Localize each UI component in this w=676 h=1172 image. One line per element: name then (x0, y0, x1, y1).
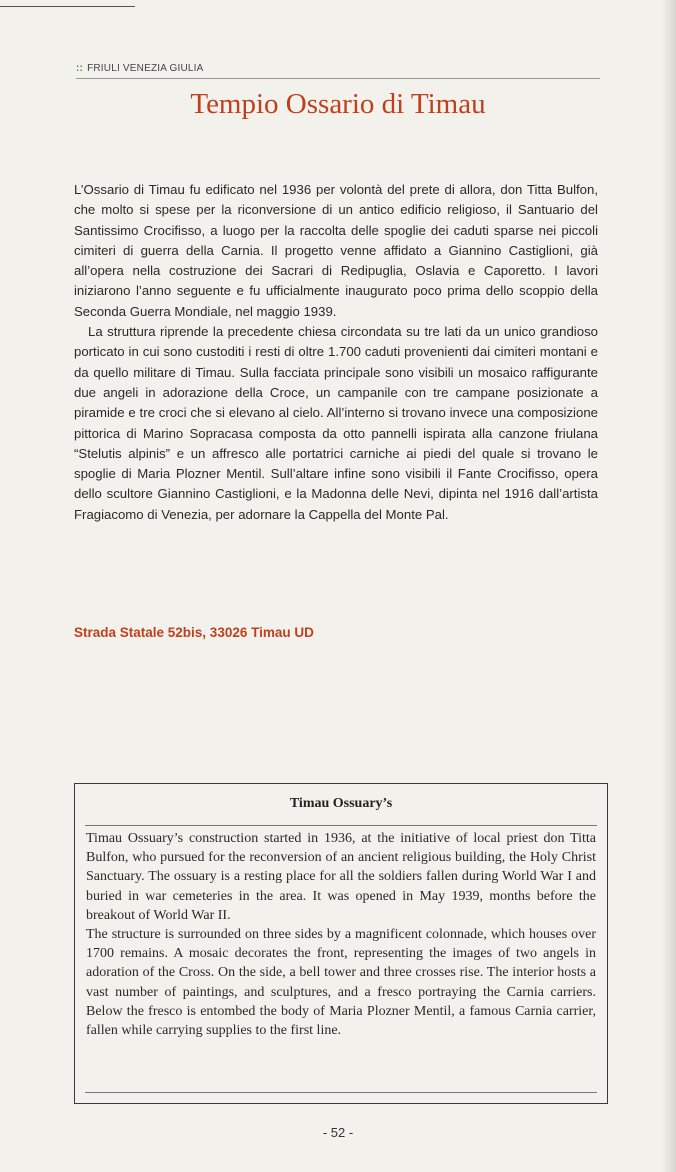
english-paragraph-2: The structure is surrounded on three sides by a magnificent colonnade, which houses over 1700 remains. A mosaic decorates the front, representing the images of two angels in adoration of the Cross. On the side, a bell tower and three crosses rise. The interior hosts a vast number of paintings, and sculptures, and a fresco portraying the Carnia carriers. Below the fresco is entombed the body of Maria Plozner Mentil, a famous Carnia carrier, fallen while carrying supplies to the first line. (86, 927, 596, 1039)
english-summary-box (74, 783, 608, 1104)
english-box-title: Timau Ossuary’s (289, 796, 393, 811)
english-box-text (86, 829, 596, 1040)
english-box-bottom-divider (85, 1092, 597, 1093)
address-line: Strada Statale 52bis, 33026 Timau UD (74, 625, 314, 640)
article-paragraph-2: La struttura riprende la precedente chiesa circondata su tre lati da un unico grandioso porticato in cui sono custoditi i resti di oltre 1.700 caduti provenienti dai cimiteri montani e da quello militare di Timau. Sulla facciata principale sono visibili un mosaico raffigurante due angeli in adorazione della Croce, un campanile con tre campane posizionate a piramide e tre croci che si elevano al cielo. All’interno si trovano invece una composizione pittorica di Marino Sopracasa composta da otto pannelli ispirata alla canzone friulana “Stelutis alpinis” e un affresco alle portatrici carniche ai piedi del quale si trovano le spoglie di Maria Plozner Mentil. Sull’altare infine sono visibili il Fante Crocifisso, opera dello scultore Giannino Castiglioni, e la Madonna delle Nevi, dipinta nel 1916 dall’artista Fragiacomo di Venezia, per adornare la Cappella del Monte Pal. (74, 324, 598, 522)
page-title: Tempio Ossario di Timau (190, 88, 486, 120)
english-paragraph-1: Timau Ossuary’s construction started in 1936, at the initiative of local priest don Titta Bulfon, who pursued for the reconversion of an ancient religious building, the Holy Christ Sanctuary. The ossuary is a resting place for all the soldiers fallen during World War I and buried in war cemeteries in the area. It was opened in May 1939, months before the breakout of World War II. (86, 831, 596, 923)
page-number: - 52 - (322, 1125, 354, 1140)
italian-article (74, 180, 598, 525)
section-header (76, 63, 600, 74)
english-box-divider (85, 825, 597, 826)
header-divider (76, 78, 600, 79)
top-decorative-rule (0, 6, 135, 7)
page-edge-shadow (662, 0, 676, 1172)
region-label: FRIULI VENEZIA GIULIA (87, 63, 204, 74)
header-bullet: :: (76, 63, 84, 74)
article-paragraph-1: L’Ossario di Timau fu edificato nel 1936 per volontà del prete di allora, don Titta Bulfon, che molto si spese per la riconversione di un antico edificio religioso, il Santuario del Santissimo Crocifisso, a luogo per la raccolta delle spoglie dei caduti sparse nei piccoli cimiteri di guerra della Carnia. Il progetto venne affidato a Giannino Castiglioni, già all’opera nella costruzione dei Sacrari di Redipuglia, Oslavia e Caporetto. I lavori iniziarono l’anno seguente e fu ufficialmente inaugurato poco prima dello scoppio della Seconda Guerra Mondiale, nel maggio 1939. (74, 182, 598, 319)
